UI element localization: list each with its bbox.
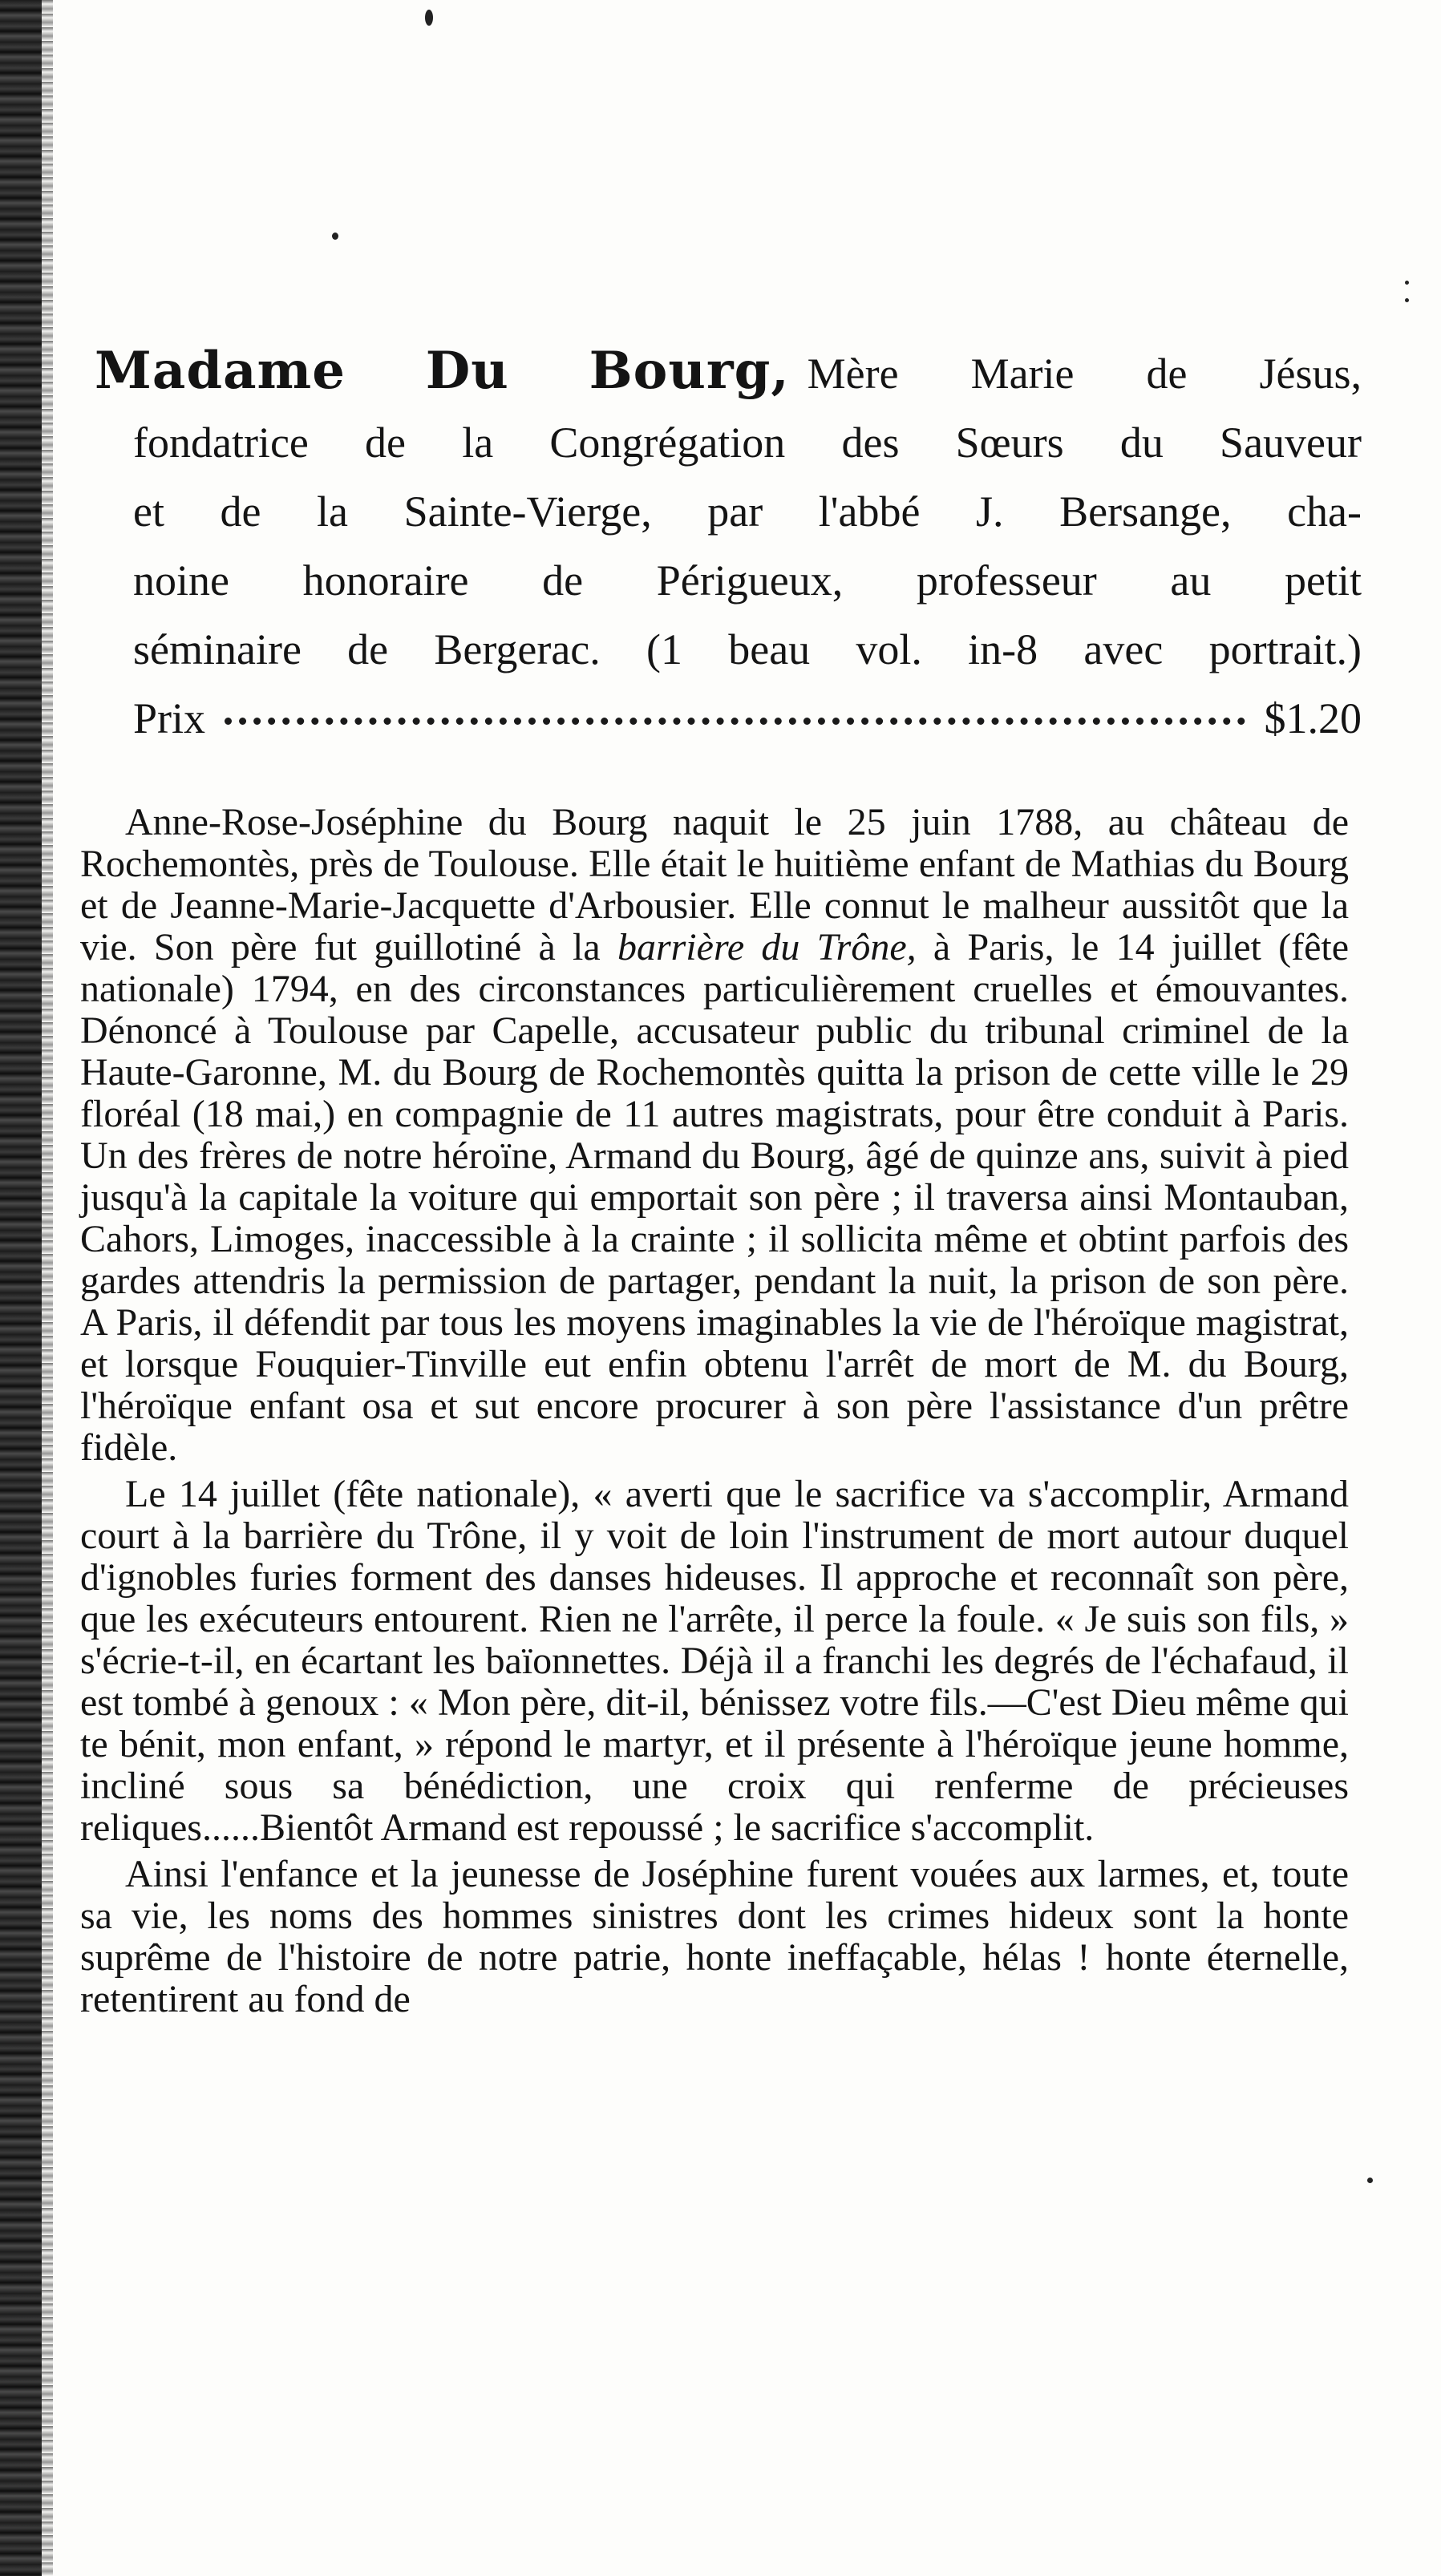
- price-value: $1.20: [1264, 694, 1362, 742]
- price-line: [95, 684, 1362, 753]
- ink-speck: [1405, 298, 1409, 302]
- paragraph-text: à Paris, le 14 juillet (fête nationale) 1794, en des circonstances particulièrement cruelles et émouvantes. Dénoncé à Toulouse par Capelle, accusateur public du tribunal criminel de la Haute-Garonne, M. du Bourg de Rochemontès quitta la prison de cette ville le 29 floréal (18 mai,) en compagnie de 11 autres magistrats, pour être conduit à Paris. Un des frères de notre héroïne, Armand du Bourg, âgé de quinze ans, suivit à pied jusqu'à la capitale la voiture qui emportait son père ; il traversa ainsi Montauban, Cahors, Limoges, inaccessible à la crainte ; il sollicita même et obtint parfois des gardes attendris la permission de partager, pendant la nuit, la prison de son père. A Paris, il défendit par tous les moyens imaginables la vie de l'héroïque magistrat, et lorsque Fouquier-Tinville eut enfin obtenu l'arrêt de mort de M. du Bourg, l'héroïque enfant osa et sut encore procurer à son père l'assistance d'un prêtre fidèle.: [80, 926, 1350, 1469]
- entry-description-line: fondatrice de la Congrégation des Sœurs du Sauveur: [133, 419, 1362, 467]
- entry-description-line: séminaire de Bergerac. (1 beau vol. in-8 avec portrait.): [133, 625, 1362, 673]
- catalog-entry: [95, 337, 1362, 753]
- entry-title-line: [95, 337, 1362, 408]
- ink-speck: [1367, 2178, 1373, 2183]
- ink-speck: [425, 10, 433, 26]
- price-label: Prix: [133, 694, 206, 742]
- dot-leader: [225, 718, 1245, 725]
- paragraph: Ainsi l'enfance et la jeunesse de Joséphine furent vouées aux larmes, et, toute sa vie, les noms des hommes sinistres dont les crimes hideux sont la honte suprême de l'histoire de notre patrie, honte ineffaçable, hélas ! honte éternelle, retentirent au fond de: [80, 1853, 1349, 2020]
- paragraph-text: Anne-Rose-Joséphine du Bourg naquit le 25 juin 1788, au château de Rochemontès, près de Toulouse. Elle était le huitième enfant de Mathias du Bourg et de Jeanne-Marie-Jacquette d'Arbousier. Elle connut le malheur aussitôt que la vie. Son père fut guillotiné à la: [80, 801, 1349, 969]
- entry-description-line: noine honoraire de Périgueux, professeur au petit: [133, 556, 1362, 605]
- italic-phrase: barrière du Trône,: [617, 926, 917, 969]
- entry-description-line: et de la Sainte-Vierge, par l'abbé J. Bersange, cha-: [133, 487, 1362, 536]
- book-binding-edge: [0, 0, 42, 2576]
- book-description: [80, 802, 1349, 2025]
- ink-speck: [332, 233, 338, 240]
- book-title: Madame Du Bourg,: [95, 341, 790, 401]
- paragraph: Le 14 juillet (fête nationale), « averti que le sacrifice va s'accomplir, Armand court à la barrière du Trône, il y voit de loin l'instrument de mort autour duquel d'ignobles furies forment des danses hideuses. Il approche et reconnaît son père, que les exécuteurs entourent. Rien ne l'arrête, il perce la foule. « Je suis son fils, » s'écrie-t-il, en écartant les baïonnettes. Déjà il a franchi les degrés de l'échafaud, il est tombé à genoux : « Mon père, dit-il, bénissez votre fils.—C'est Dieu même qui te bénit, mon enfant, » répond le martyr, et il présente à l'héroïque jeune homme, incliné sous sa bénédiction, une croix qui renferme de précieuses reliques......Bientôt Armand est repoussé ; le sacrifice s'accomplit.: [80, 1473, 1349, 1849]
- ink-speck: [1405, 281, 1409, 285]
- paragraph: [80, 802, 1349, 1469]
- book-subtitle: Mère Marie de Jésus,: [807, 350, 1362, 398]
